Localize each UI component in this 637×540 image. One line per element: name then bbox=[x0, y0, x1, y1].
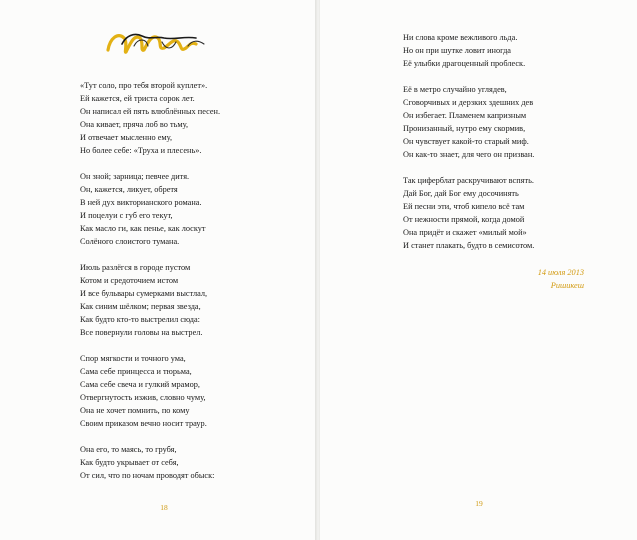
poem-line: Сама себе свеча и гулкий мрамор, bbox=[80, 380, 200, 389]
stanza bbox=[80, 261, 220, 339]
poem-line: В ней дух викторианского романа. bbox=[80, 198, 202, 207]
poem-right bbox=[403, 31, 534, 265]
stanza bbox=[80, 79, 220, 157]
stanza bbox=[403, 31, 534, 70]
page-number-left: 18 bbox=[160, 503, 168, 512]
poem-line: Она его, то маясь, то грубя, bbox=[80, 445, 177, 454]
stanza bbox=[403, 174, 534, 252]
stanza bbox=[80, 443, 220, 482]
poem-line: Солёного слоистого тумана. bbox=[80, 237, 180, 246]
poem-line: Но более себе: «Труха и плесень». bbox=[80, 146, 202, 155]
signature-date: 14 июля 2013 bbox=[537, 268, 584, 277]
poem-line: Он избегает. Пламенем капризным bbox=[403, 111, 527, 120]
poem-line: Как синим шёлком; первая звезда, bbox=[80, 302, 201, 311]
poem-line: Все повернули головы на выстрел. bbox=[80, 328, 203, 337]
poem-line: Сама себе принцесса и тюрьма, bbox=[80, 367, 192, 376]
poem-line: Котом и средоточием истом bbox=[80, 276, 179, 285]
poem-line: Он, кажется, ликует, обретя bbox=[80, 185, 178, 194]
poem-line: От нежности прямой, когда домой bbox=[403, 215, 525, 224]
poem-line: И станет плакать, будто в семисотом. bbox=[403, 241, 535, 250]
poem-line: Он чувствует какой-то старый миф. bbox=[403, 137, 529, 146]
poem-signature bbox=[500, 266, 584, 292]
poem-line: Ей песни эти, чтоб кипело всё там bbox=[403, 202, 525, 211]
poem-line: Ей кажется, ей триста сорок лет. bbox=[80, 94, 195, 103]
poem-line: От сил, что по ночам проводят обыск: bbox=[80, 471, 215, 480]
calligraphy-ornament-icon bbox=[104, 24, 216, 64]
signature-place: Ришикеш bbox=[550, 281, 584, 290]
poem-line: Июль разлёгся в городе пустом bbox=[80, 263, 191, 272]
poem-line: Как будто укрывает от себя, bbox=[80, 458, 179, 467]
poem-line: Её улыбки драгоценный проблеск. bbox=[403, 59, 526, 68]
page-number-right: 19 bbox=[475, 499, 483, 508]
poem-line: Спор мягкости и точного ума, bbox=[80, 354, 186, 363]
poem-line: Она не хочет помнить, по кому bbox=[80, 406, 190, 415]
poem-line: Он зной; зарница; певчее дитя. bbox=[80, 172, 190, 181]
poem-line: И отвечает мысленно ему, bbox=[80, 133, 173, 142]
poem-line: Дай Бог, дай Бог ему досочинять bbox=[403, 189, 519, 198]
poem-line: Как будто кто-то выстрелил сюда: bbox=[80, 315, 200, 324]
poem-line: Отвергнутость изжив, словно чуму, bbox=[80, 393, 206, 402]
stanza bbox=[403, 83, 534, 161]
poem-line: Она кивает, пряча лоб во тьму, bbox=[80, 120, 189, 129]
poem-left bbox=[80, 79, 220, 495]
poem-line: Как масло ги, как пенье, как лоскут bbox=[80, 224, 206, 233]
poem-line: Он написал ей пять влюблённых песен. bbox=[80, 107, 221, 116]
poem-line: Пронизанный, нутро ему скормив, bbox=[403, 124, 526, 133]
poem-line: Он как-то знает, для чего он призван. bbox=[403, 150, 535, 159]
poem-line: Ни слова кроме вежливого льда. bbox=[403, 33, 518, 42]
poem-line: Её в метро случайно углядев, bbox=[403, 85, 507, 94]
poem-line: Она придёт и скажет «милый мой» bbox=[403, 228, 527, 237]
poem-line: Так циферблат раскручивают вспять. bbox=[403, 176, 534, 185]
stanza bbox=[80, 352, 220, 430]
poem-line: И все бульвары сумерками выстлал, bbox=[80, 289, 208, 298]
poem-line: Но он при шутке ловит иногда bbox=[403, 46, 511, 55]
poem-line: Своим приказом вечно носит траур. bbox=[80, 419, 207, 428]
poem-line: «Тут соло, про тебя второй куплет». bbox=[80, 81, 208, 90]
poem-line: Сговорчивых и дерзких здешних дев bbox=[403, 98, 534, 107]
stanza bbox=[80, 170, 220, 248]
poem-line: И поцелуи с губ его текут, bbox=[80, 211, 173, 220]
